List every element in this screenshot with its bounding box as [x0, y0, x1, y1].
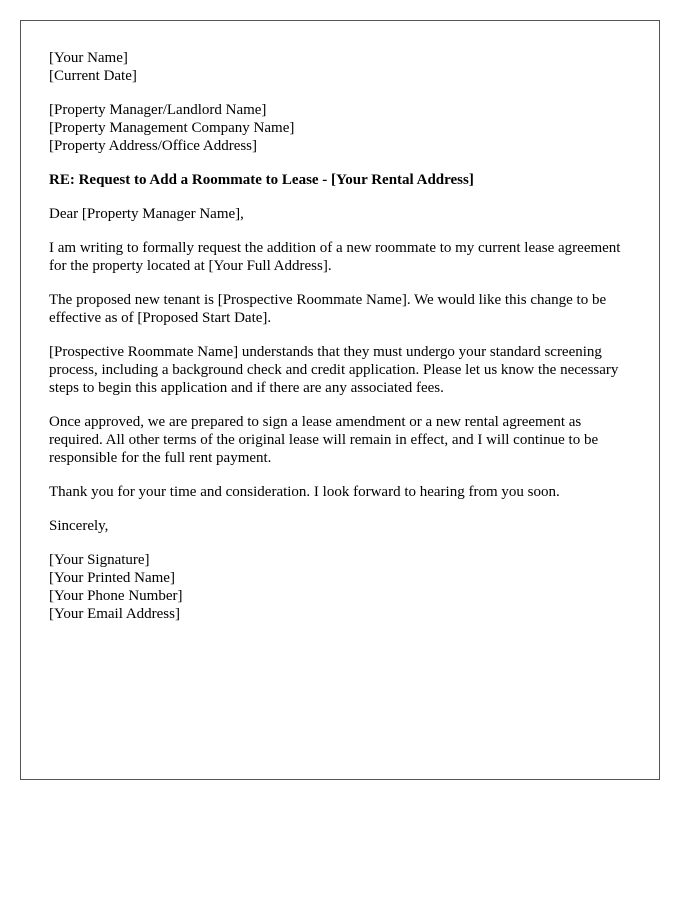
recipient-name: [Property Manager/Landlord Name]	[49, 102, 267, 118]
sender-name: [Your Name]	[49, 50, 128, 66]
body-paragraph-2: The proposed new tenant is [Prospective Roommate Name]. We would like this change to be effective as of [Proposed Start Date].	[49, 292, 607, 326]
subject-line: RE: Request to Add a Roommate to Lease - [Your Rental Address]	[49, 172, 474, 188]
closing: Sincerely,	[49, 518, 109, 534]
email-address: [Your Email Address]	[49, 606, 180, 622]
recipient-block	[49, 101, 635, 155]
recipient-company: [Property Management Company Name]	[49, 120, 295, 136]
phone-number: [Your Phone Number]	[49, 588, 183, 604]
body-paragraph-1: I am writing to formally request the addition of a new roommate to my current lease agreement for the property located at [Your Full Address].	[49, 240, 621, 274]
body-paragraph-4: Once approved, we are prepared to sign a lease amendment or a new rental agreement as required. All other terms of the original lease will remain in effect, and I will continue to be responsible for the full rent payment.	[49, 414, 599, 466]
letter-page	[20, 20, 660, 780]
body-paragraph-3: [Prospective Roommate Name] understands that they must undergo your standard screening process, including a background check and credit application. Please let us know the necessary steps to begin this application and if there are any associated fees.	[49, 344, 619, 396]
salutation: Dear [Property Manager Name],	[49, 206, 244, 222]
letter-date: [Current Date]	[49, 68, 137, 84]
recipient-address: [Property Address/Office Address]	[49, 138, 258, 154]
body-paragraph-5: Thank you for your time and consideration. I look forward to hearing from you soon.	[49, 484, 560, 500]
signature: [Your Signature]	[49, 552, 150, 568]
sender-block	[49, 49, 635, 85]
signature-block	[49, 551, 635, 623]
printed-name: [Your Printed Name]	[49, 570, 175, 586]
letter-content	[49, 49, 635, 639]
